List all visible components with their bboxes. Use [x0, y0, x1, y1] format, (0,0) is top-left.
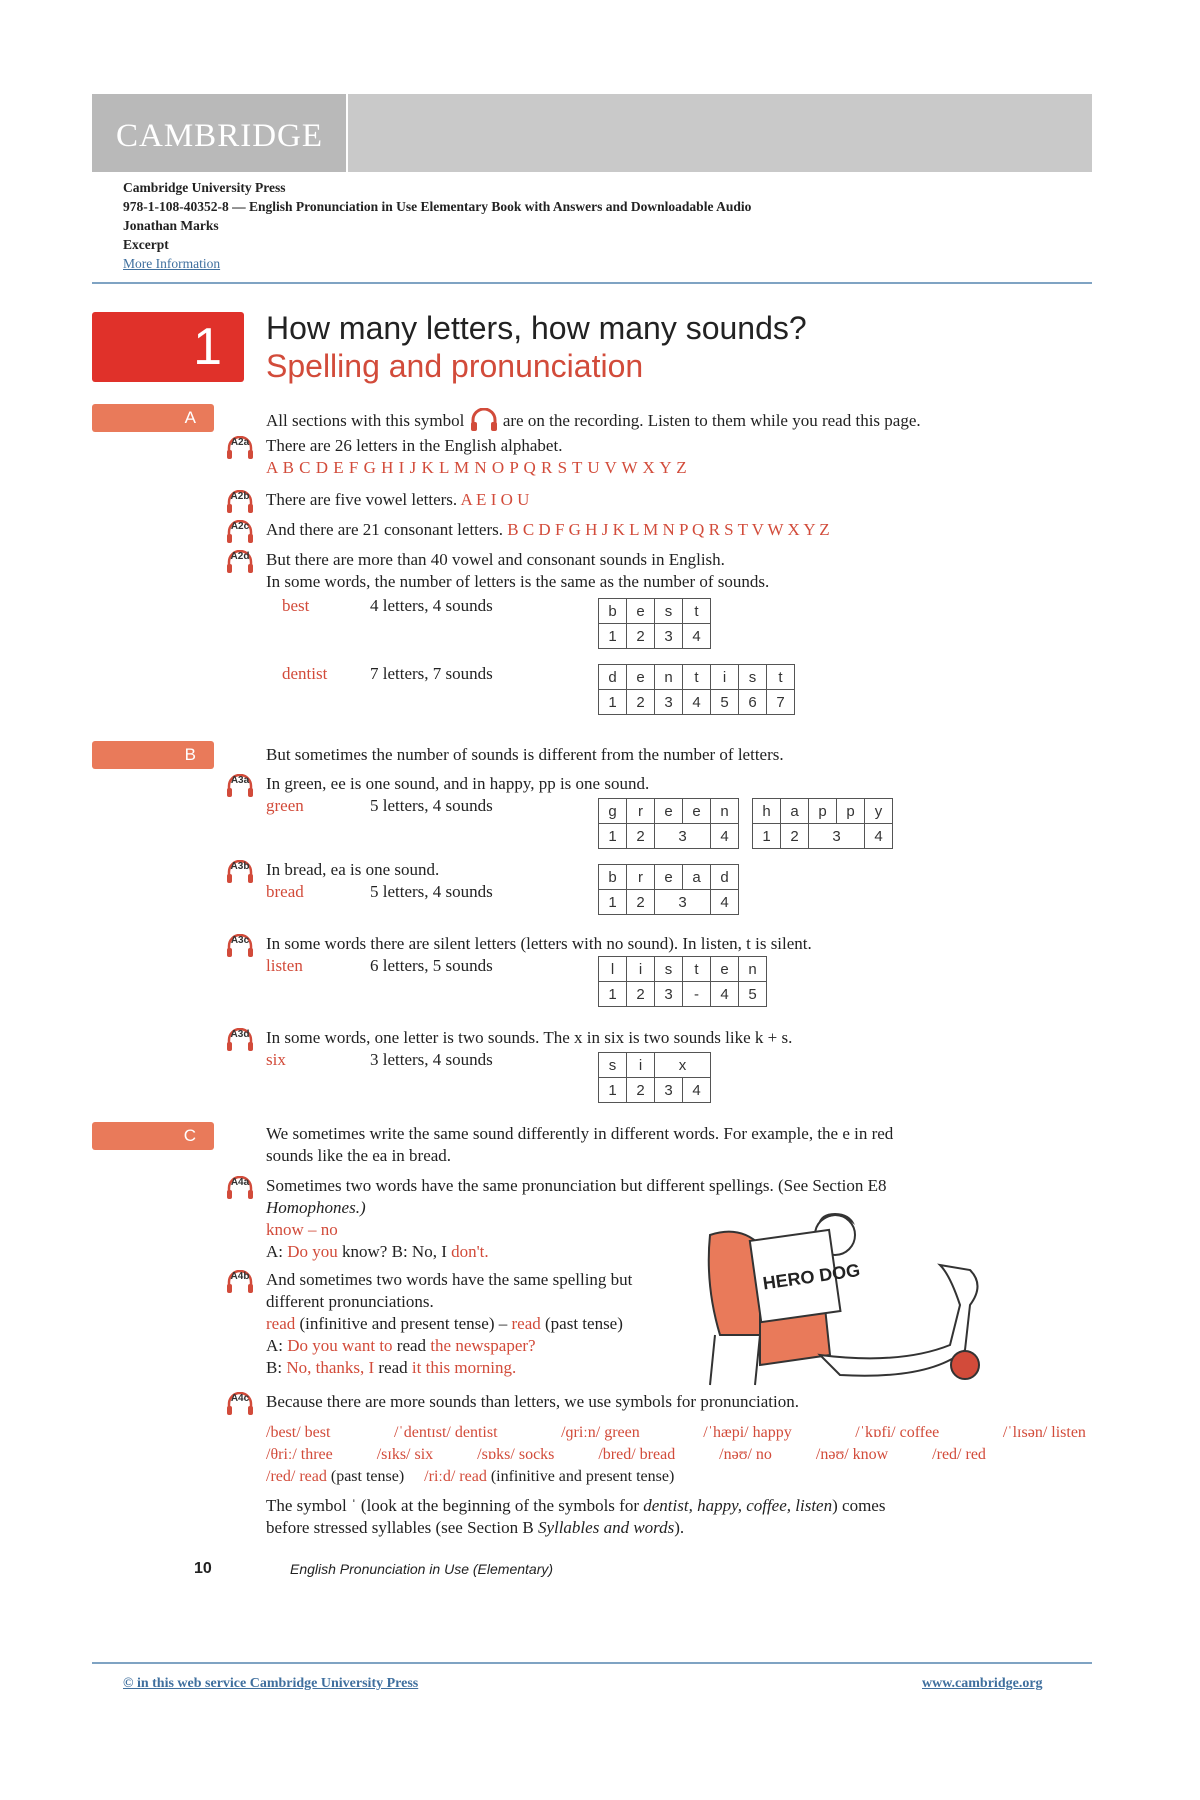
section-tab-b: B: [92, 741, 214, 769]
a3d-text: In some words, one letter is two sounds. The x in six is two sounds like k + s.: [266, 1028, 793, 1047]
audio-track-label: A4a: [230, 1177, 250, 1188]
example-count-six: 3 letters, 4 sounds: [370, 1050, 493, 1069]
know-no-pair: know – no: [266, 1220, 338, 1239]
audio-track-label: A3c: [230, 935, 250, 946]
grid-sounds-row: 1 2 3 4: [599, 824, 739, 849]
section-b-intro: But sometimes the number of sounds is different from the number of letters.: [266, 745, 784, 764]
letter-grid-six: [598, 1052, 711, 1103]
example-word-dentist: dentist: [282, 664, 328, 683]
audio-track-icon[interactable]: [226, 520, 254, 544]
section-tab-a: A: [92, 404, 214, 432]
section-a-intro: All sections with this symbol are on the recording. Listen to them while you read this page.: [266, 408, 921, 432]
a4b-text-2: different pronunciations.: [266, 1292, 434, 1311]
page-number: 10: [194, 1560, 212, 1577]
example-word-green: green: [266, 796, 304, 815]
example-count-dentist: 7 letters, 7 sounds: [370, 664, 493, 683]
a3b-text: In bread, ea is one sound.: [266, 860, 440, 879]
example-count-bread: 5 letters, 4 sounds: [370, 882, 493, 901]
grid-sounds-row: 1 2 3 4: [599, 624, 711, 649]
website-link[interactable]: www.cambridge.org: [922, 1676, 1043, 1691]
audio-track-label: A3d: [230, 1029, 250, 1040]
letter-grid-listen: [598, 956, 767, 1007]
section-c-intro-1: We sometimes write the same sound differently in different words. For example, the e in red: [266, 1124, 894, 1143]
a2c-text: And there are 21 consonant letters. B C D F G H J K L M N P Q R S T V W X Y Z: [266, 520, 830, 539]
copyright-link[interactable]: © in this web service Cambridge University Press: [123, 1676, 419, 1691]
grid-letters-row: s i x: [599, 1053, 711, 1078]
example-word-bread: bread: [266, 882, 304, 901]
grid-sounds-row: 1 2 3 4: [599, 1078, 711, 1103]
audio-track-icon[interactable]: [226, 550, 254, 574]
letter-grid-happy: [752, 798, 893, 849]
chapter-subtitle: Spelling and pronunciation: [266, 348, 644, 384]
audio-track-icon[interactable]: [226, 1176, 254, 1200]
a4a-text-1: Sometimes two words have the same pronunciation but different spellings. (See Section E8: [266, 1176, 887, 1195]
dialog-2-b: B: No, thanks, I read it this morning.: [266, 1358, 517, 1377]
audio-track-label: A3b: [230, 861, 250, 872]
grid-letters-row: d e n t i s t: [599, 665, 795, 690]
a2d-text-1: But there are more than 40 vowel and consonant sounds in English.: [266, 550, 725, 569]
a2b-text: There are five vowel letters. A E I O U: [266, 490, 530, 509]
letter-grid-bread: [598, 864, 739, 915]
a4c-text: Because there are more sounds than letters, we use symbols for pronunciation.: [266, 1392, 799, 1411]
ipa-row-2: /θriː/ three /sɪks/ six /sɒks/ socks /bred/ bread /nəʊ/ no /nəʊ/ know /red/ red: [266, 1446, 986, 1463]
audio-track-label: A4c: [230, 1393, 250, 1404]
excerpt-label: Excerpt: [123, 237, 169, 252]
stress-note-1: The symbol ˈ (look at the beginning of the symbols for dentist, happy, coffee, listen) comes: [266, 1496, 886, 1515]
a2a-text: There are 26 letters in the English alphabet.: [266, 436, 563, 455]
a2d-text-2: In some words, the number of letters is the same as the number of sounds.: [266, 572, 770, 591]
audio-track-icon[interactable]: [226, 1028, 254, 1052]
grid-sounds-row: 1 2 3 4: [753, 824, 893, 849]
a4a-text-2: Homophones.): [266, 1198, 366, 1217]
grid-letters-row: b r e a d: [599, 865, 739, 890]
grid-letters-row: b e s t: [599, 599, 711, 624]
read-pair: read (infinitive and present tense) – read (past tense): [266, 1314, 623, 1333]
chapter-title: How many letters, how many sounds?: [266, 310, 807, 346]
a3c-text: In some words there are silent letters (letters with no sound). In listen, t is silent.: [266, 934, 812, 953]
example-word-six: six: [266, 1050, 286, 1069]
audio-track-label: A3a: [230, 775, 250, 786]
book-title-footer: English Pronunciation in Use (Elementary): [290, 1561, 554, 1577]
grid-letters-row: g r e e n: [599, 799, 739, 824]
example-word-best: best: [282, 596, 310, 615]
audio-track-icon[interactable]: [226, 934, 254, 958]
ipa-row-1: /best/ best /ˈdentɪst/ dentist /ɡriːn/ green /ˈhæpi/ happy /ˈkɒfi/ coffee /ˈlɪsən/ listen: [266, 1424, 1086, 1441]
audio-track-icon[interactable]: [226, 436, 254, 460]
grid-sounds-row: 1 2 3 4 5 6 7: [599, 690, 795, 715]
example-count-best: 4 letters, 4 sounds: [370, 596, 493, 615]
audio-track-icon[interactable]: [226, 774, 254, 798]
dialog-1: A: Do you know? B: No, I don't.: [266, 1242, 489, 1261]
isbn-title: 978-1-108-40352-8 — English Pronunciation in Use Elementary Book with Answers and Downloadable Audio: [123, 199, 752, 214]
audio-track-label: A2b: [230, 491, 250, 502]
audio-track-icon[interactable]: [226, 490, 254, 514]
chapter-number: 1: [92, 312, 244, 382]
example-word-listen: listen: [266, 956, 303, 975]
letter-grid-best: [598, 598, 711, 649]
audio-track-icon[interactable]: [226, 1270, 254, 1294]
audio-track-label: A2a: [230, 437, 250, 448]
cambridge-logo: CAMBRIDGE: [116, 118, 324, 154]
a4b-text-1: And sometimes two words have the same spelling but: [266, 1270, 633, 1289]
audio-track-label: A2d: [230, 551, 250, 562]
stress-note-2: before stressed syllables (see Section B Syllables and words).: [266, 1518, 685, 1537]
dialog-2-a: A: Do you want to read the newspaper?: [266, 1336, 536, 1355]
newspaper-dog-illustration: [700, 1205, 1000, 1390]
example-count-green: 5 letters, 4 sounds: [370, 796, 493, 815]
headphones-icon: [469, 408, 499, 432]
grid-sounds-row: 1 2 3 4: [599, 890, 739, 915]
audio-track-icon[interactable]: [226, 860, 254, 884]
consonant-letters: B C D F G H J K L M N P Q R S T V W X Y Z: [507, 520, 830, 539]
more-information-link[interactable]: More Information: [123, 256, 221, 271]
footer-rule: [92, 1662, 1092, 1664]
example-count-listen: 6 letters, 5 sounds: [370, 956, 493, 975]
audio-track-icon[interactable]: [226, 1392, 254, 1416]
grid-letters-row: h a p p y: [753, 799, 893, 824]
newspaper-headline: HERO DOG: [761, 1260, 862, 1294]
audio-track-label: A4b: [230, 1271, 250, 1282]
a3a-text: In green, ee is one sound, and in happy, pp is one sound.: [266, 774, 650, 793]
vowel-letters: A E I O U: [460, 490, 530, 509]
publisher: Cambridge University Press: [123, 180, 286, 195]
alphabet-letters: A B C D E F G H I J K L M N O P Q R S T U V W X Y Z: [266, 458, 688, 477]
section-c-intro-2: sounds like the ea in bread.: [266, 1146, 452, 1165]
letter-grid-green: [598, 798, 739, 849]
grid-sounds-row: 1 2 3 - 4 5: [599, 982, 767, 1007]
grid-letters-row: l i s t e n: [599, 957, 767, 982]
author: Jonathan Marks: [123, 218, 219, 233]
ipa-row-3: /red/ read (past tense) /riːd/ read (infinitive and present tense): [266, 1468, 675, 1485]
section-tab-c: C: [92, 1122, 214, 1150]
letter-grid-dentist: [598, 664, 795, 715]
header-rule: [92, 282, 1092, 284]
audio-track-label: A2c: [230, 521, 250, 532]
